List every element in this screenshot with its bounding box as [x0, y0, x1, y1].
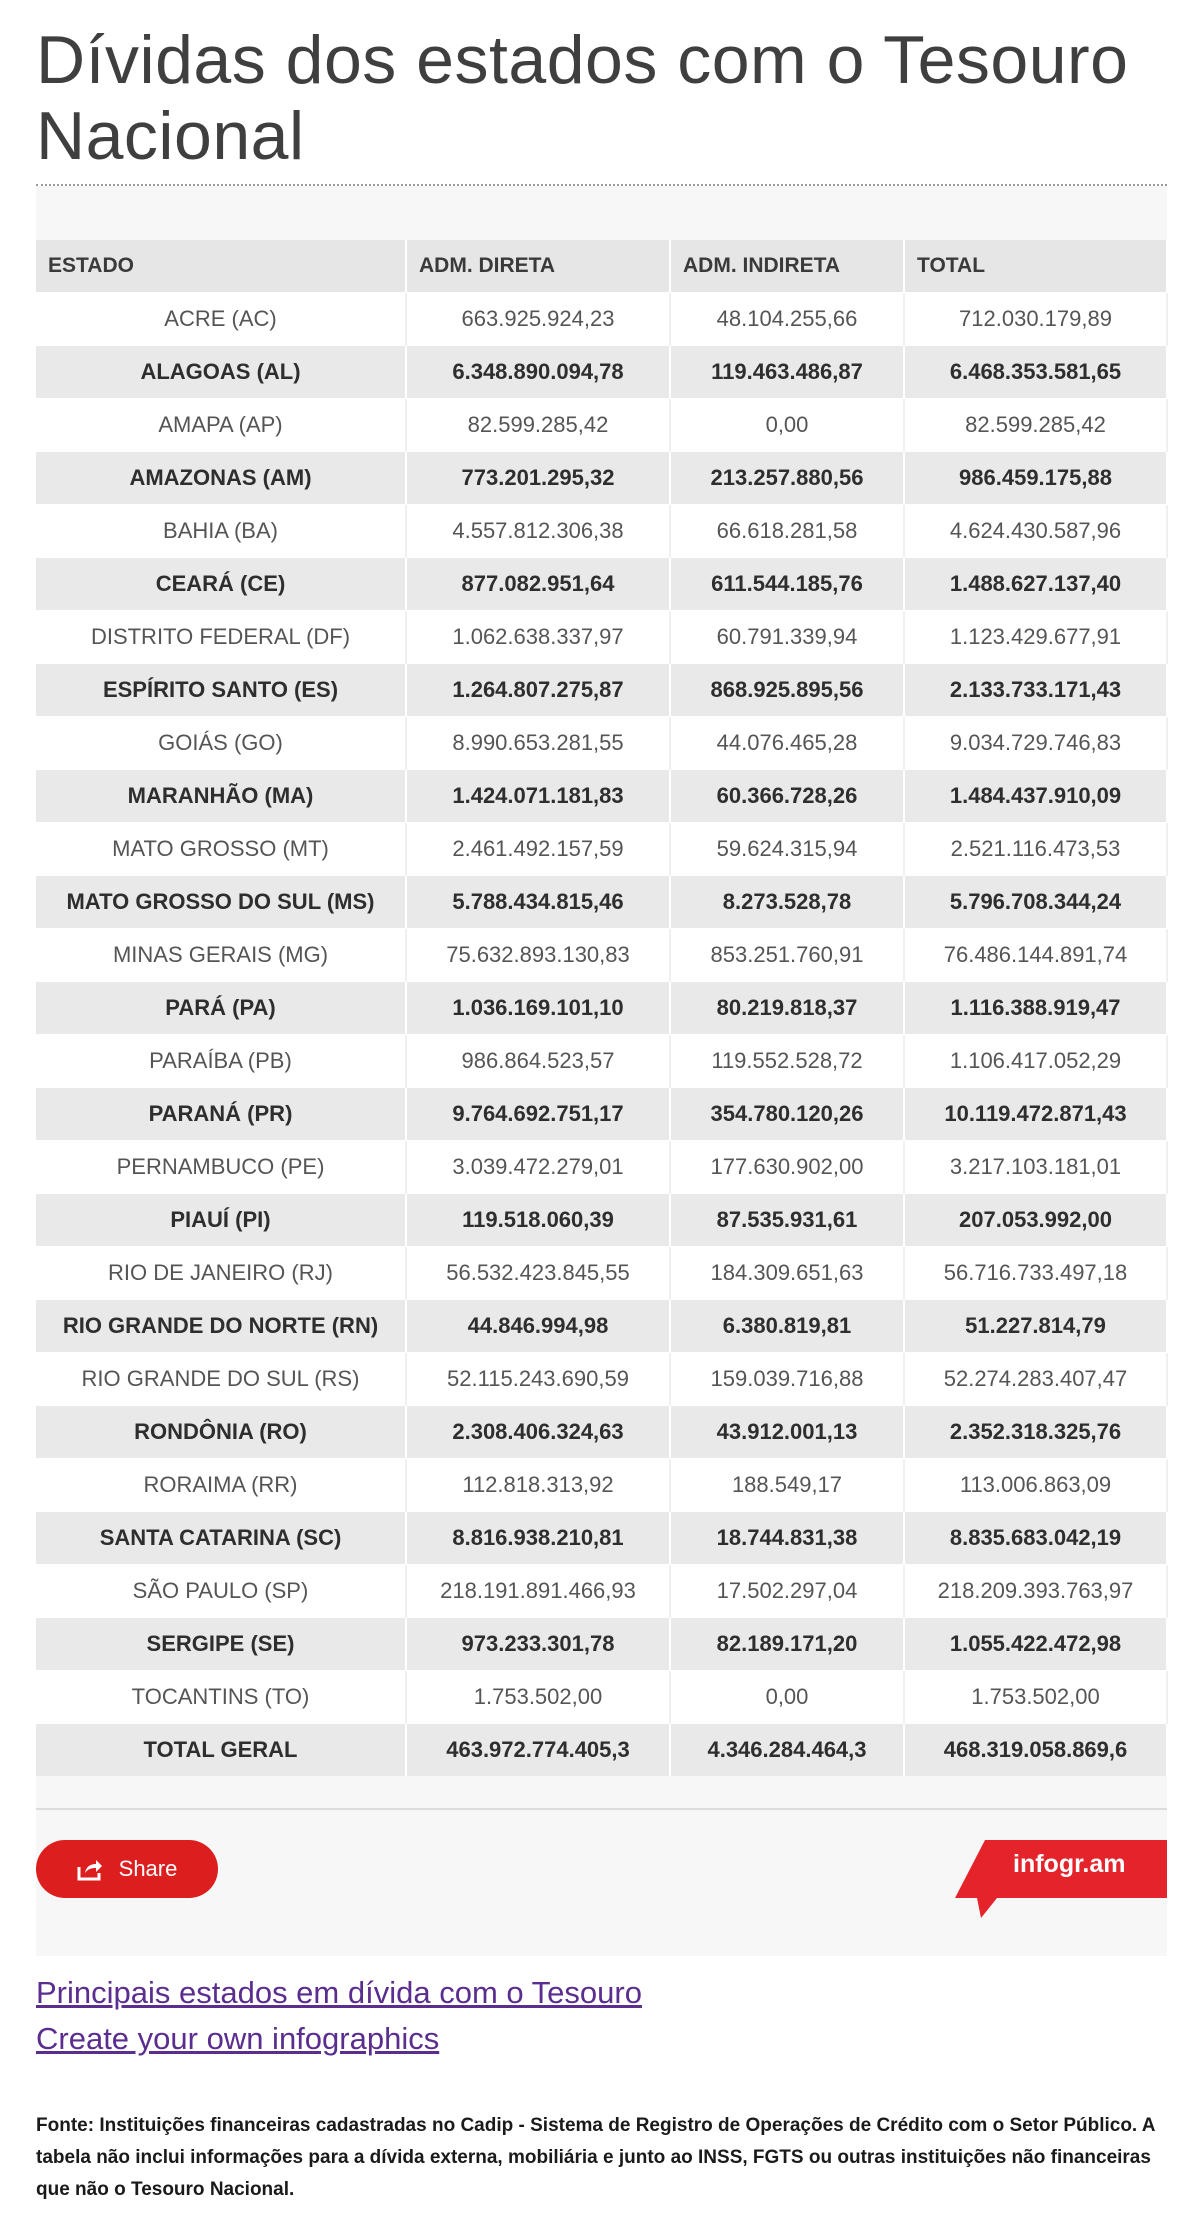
cell-total: 1.116.388.919,47 — [904, 982, 1167, 1035]
cell-total: 8.835.683.042,19 — [904, 1512, 1167, 1565]
cell-adm-direta: 5.788.434.815,46 — [406, 876, 670, 929]
cell-adm-indireta: 4.346.284.464,3 — [670, 1724, 904, 1777]
table-row — [36, 876, 1167, 929]
cell-adm-indireta: 0,00 — [670, 1671, 904, 1724]
table-row — [36, 1088, 1167, 1141]
cell-adm-direta: 2.308.406.324,63 — [406, 1406, 670, 1459]
cell-adm-direta: 75.632.893.130,83 — [406, 929, 670, 982]
cell-estado: GOIÁS (GO) — [36, 717, 406, 770]
cell-adm-indireta: 60.366.728,26 — [670, 770, 904, 823]
cell-adm-indireta: 0,00 — [670, 399, 904, 452]
table-row — [36, 1194, 1167, 1247]
cell-adm-direta: 56.532.423.845,55 — [406, 1247, 670, 1300]
share-icon — [77, 1857, 103, 1881]
table-row — [36, 1618, 1167, 1671]
cell-adm-indireta: 18.744.831,38 — [670, 1512, 904, 1565]
debt-table — [36, 240, 1168, 1776]
cell-adm-indireta: 17.502.297,04 — [670, 1565, 904, 1618]
cell-adm-direta: 986.864.523,57 — [406, 1035, 670, 1088]
cell-adm-indireta: 354.780.120,26 — [670, 1088, 904, 1141]
cell-adm-indireta: 87.535.931,61 — [670, 1194, 904, 1247]
page-title: Dívidas dos estados com o Tesouro Nacional — [36, 22, 1129, 174]
header-adm-direta[interactable]: ADM. DIRETA — [406, 240, 670, 293]
table-row — [36, 1565, 1167, 1618]
cell-total: 2.521.116.473,53 — [904, 823, 1167, 876]
cell-adm-direta: 82.599.285,42 — [406, 399, 670, 452]
cell-adm-indireta: 48.104.255,66 — [670, 293, 904, 346]
cell-total: 52.274.283.407,47 — [904, 1353, 1167, 1406]
cell-adm-direta: 4.557.812.306,38 — [406, 505, 670, 558]
table-row — [36, 399, 1167, 452]
table-row — [36, 1724, 1167, 1777]
cell-total: 9.034.729.746,83 — [904, 717, 1167, 770]
cell-estado: MINAS GERAIS (MG) — [36, 929, 406, 982]
cell-total: 2.352.318.325,76 — [904, 1406, 1167, 1459]
table-row — [36, 293, 1167, 346]
table-row — [36, 558, 1167, 611]
cell-estado: RIO GRANDE DO NORTE (RN) — [36, 1300, 406, 1353]
table-row — [36, 1512, 1167, 1565]
cell-estado: ESPÍRITO SANTO (ES) — [36, 664, 406, 717]
table-row — [36, 664, 1167, 717]
cell-total: 986.459.175,88 — [904, 452, 1167, 505]
cell-total: 82.599.285,42 — [904, 399, 1167, 452]
cell-total: 712.030.179,89 — [904, 293, 1167, 346]
table-header-row — [36, 240, 1167, 293]
cell-estado: MATO GROSSO DO SUL (MS) — [36, 876, 406, 929]
cell-total: 5.796.708.344,24 — [904, 876, 1167, 929]
cell-total: 3.217.103.181,01 — [904, 1141, 1167, 1194]
table-row — [36, 452, 1167, 505]
cell-adm-indireta: 119.552.528,72 — [670, 1035, 904, 1088]
cell-adm-indireta: 6.380.819,81 — [670, 1300, 904, 1353]
cell-adm-indireta: 8.273.528,78 — [670, 876, 904, 929]
cell-adm-direta: 463.972.774.405,3 — [406, 1724, 670, 1777]
cell-total: 6.468.353.581,65 — [904, 346, 1167, 399]
table-body — [36, 293, 1167, 1777]
cell-total: 76.486.144.891,74 — [904, 929, 1167, 982]
share-label: Share — [118, 1856, 178, 1881]
infographic-frame — [36, 18, 1167, 1956]
cell-estado: SÃO PAULO (SP) — [36, 1565, 406, 1618]
cell-total: 2.133.733.171,43 — [904, 664, 1167, 717]
cell-total: 218.209.393.763,97 — [904, 1565, 1167, 1618]
cell-total: 4.624.430.587,96 — [904, 505, 1167, 558]
cell-adm-direta: 773.201.295,32 — [406, 452, 670, 505]
table-row — [36, 717, 1167, 770]
cell-total: 1.484.437.910,09 — [904, 770, 1167, 823]
cell-adm-indireta: 184.309.651,63 — [670, 1247, 904, 1300]
cell-total: 1.753.502,00 — [904, 1671, 1167, 1724]
cell-estado: RIO GRANDE DO SUL (RS) — [36, 1353, 406, 1406]
header-total[interactable]: TOTAL — [904, 240, 1167, 293]
table-row — [36, 611, 1167, 664]
cell-estado: RIO DE JANEIRO (RJ) — [36, 1247, 406, 1300]
cell-estado: PARÁ (PA) — [36, 982, 406, 1035]
cell-estado: CEARÁ (CE) — [36, 558, 406, 611]
cell-adm-indireta: 159.039.716,88 — [670, 1353, 904, 1406]
cell-estado: PERNAMBUCO (PE) — [36, 1141, 406, 1194]
cell-adm-direta: 1.424.071.181,83 — [406, 770, 670, 823]
cell-adm-indireta: 188.549,17 — [670, 1459, 904, 1512]
table-row — [36, 1459, 1167, 1512]
cell-estado: RONDÔNIA (RO) — [36, 1406, 406, 1459]
cell-estado: ALAGOAS (AL) — [36, 346, 406, 399]
cell-estado: SERGIPE (SE) — [36, 1618, 406, 1671]
table-row — [36, 1353, 1167, 1406]
infogram-logo[interactable] — [955, 1840, 1167, 1918]
cell-estado: DISTRITO FEDERAL (DF) — [36, 611, 406, 664]
cell-adm-indireta: 868.925.895,56 — [670, 664, 904, 717]
cell-adm-direta: 1.753.502,00 — [406, 1671, 670, 1724]
link-create-infographics[interactable]: Create your own infographics — [36, 2021, 440, 2056]
cell-estado: ACRE (AC) — [36, 293, 406, 346]
table-card — [36, 186, 1167, 1956]
table-row — [36, 1141, 1167, 1194]
cell-adm-direta: 1.036.169.101,10 — [406, 982, 670, 1035]
cell-total: 1.123.429.677,91 — [904, 611, 1167, 664]
cell-estado: AMAZONAS (AM) — [36, 452, 406, 505]
table-row — [36, 1247, 1167, 1300]
cell-estado: PIAUÍ (PI) — [36, 1194, 406, 1247]
cell-adm-direta: 44.846.994,98 — [406, 1300, 670, 1353]
cell-adm-direta: 52.115.243.690,59 — [406, 1353, 670, 1406]
cell-estado: PARAÍBA (PB) — [36, 1035, 406, 1088]
infographic-footer — [36, 1810, 1167, 1956]
cell-adm-direta: 218.191.891.466,93 — [406, 1565, 670, 1618]
cell-estado: MARANHÃO (MA) — [36, 770, 406, 823]
cell-adm-indireta: 177.630.902,00 — [670, 1141, 904, 1194]
table-row — [36, 823, 1167, 876]
table-row — [36, 1035, 1167, 1088]
cell-adm-direta: 6.348.890.094,78 — [406, 346, 670, 399]
cell-adm-direta: 3.039.472.279,01 — [406, 1141, 670, 1194]
cell-estado: AMAPA (AP) — [36, 399, 406, 452]
cell-total: 468.319.058.869,6 — [904, 1724, 1167, 1777]
cell-adm-indireta: 119.463.486,87 — [670, 346, 904, 399]
infogram-logo-text: infogr.am — [1013, 1850, 1126, 1878]
cell-total: 56.716.733.497,18 — [904, 1247, 1167, 1300]
cell-adm-direta: 8.816.938.210,81 — [406, 1512, 670, 1565]
cell-adm-indireta: 853.251.760,91 — [670, 929, 904, 982]
cell-adm-direta: 8.990.653.281,55 — [406, 717, 670, 770]
cell-adm-indireta: 80.219.818,37 — [670, 982, 904, 1035]
cell-adm-indireta: 43.912.001,13 — [670, 1406, 904, 1459]
cell-estado: MATO GROSSO (MT) — [36, 823, 406, 876]
table-row — [36, 929, 1167, 982]
cell-adm-direta: 877.082.951,64 — [406, 558, 670, 611]
title-box — [36, 18, 1167, 186]
cell-adm-direta: 112.818.313,92 — [406, 1459, 670, 1512]
cell-adm-direta: 2.461.492.157,59 — [406, 823, 670, 876]
cell-adm-direta: 1.062.638.337,97 — [406, 611, 670, 664]
table-row — [36, 1300, 1167, 1353]
cell-adm-direta: 973.233.301,78 — [406, 1618, 670, 1671]
table-row — [36, 770, 1167, 823]
cell-total: 113.006.863,09 — [904, 1459, 1167, 1512]
links-list — [36, 1970, 642, 2062]
cell-adm-direta: 1.264.807.275,87 — [406, 664, 670, 717]
cell-estado: TOCANTINS (TO) — [36, 1671, 406, 1724]
cell-adm-indireta: 82.189.171,20 — [670, 1618, 904, 1671]
cell-total: 1.106.417.052,29 — [904, 1035, 1167, 1088]
cell-adm-direta: 119.518.060,39 — [406, 1194, 670, 1247]
cell-adm-direta: 663.925.924,23 — [406, 293, 670, 346]
cell-estado: SANTA CATARINA (SC) — [36, 1512, 406, 1565]
cell-total: 1.488.627.137,40 — [904, 558, 1167, 611]
cell-total: 207.053.992,00 — [904, 1194, 1167, 1247]
table-row — [36, 346, 1167, 399]
cell-adm-indireta: 59.624.315,94 — [670, 823, 904, 876]
cell-adm-indireta: 60.791.339,94 — [670, 611, 904, 664]
cell-total: 10.119.472.871,43 — [904, 1088, 1167, 1141]
cell-adm-indireta: 213.257.880,56 — [670, 452, 904, 505]
cell-adm-direta: 9.764.692.751,17 — [406, 1088, 670, 1141]
cell-total: 1.055.422.472,98 — [904, 1618, 1167, 1671]
header-estado[interactable]: ESTADO — [36, 240, 406, 293]
header-adm-indireta[interactable]: ADM. INDIRETA — [670, 240, 904, 293]
cell-estado: BAHIA (BA) — [36, 505, 406, 558]
link-principais-estados[interactable]: Principais estados em dívida com o Tesouro — [36, 1975, 642, 2010]
table-row — [36, 505, 1167, 558]
cell-estado: RORAIMA (RR) — [36, 1459, 406, 1512]
table-row — [36, 1406, 1167, 1459]
cell-total: 51.227.814,79 — [904, 1300, 1167, 1353]
cell-adm-indireta: 44.076.465,28 — [670, 717, 904, 770]
cell-estado: TOTAL GERAL — [36, 1724, 406, 1777]
cell-adm-indireta: 66.618.281,58 — [670, 505, 904, 558]
cell-estado: PARANÁ (PR) — [36, 1088, 406, 1141]
table-row — [36, 982, 1167, 1035]
share-button[interactable] — [36, 1840, 218, 1898]
source-note: Fonte: Instituições financeiras cadastradas no Cadip - Sistema de Registro de Operações de Crédito com o Setor Público. A tabela não inclui informações para a dívida externa, mobiliária e junto ao INSS, FGTS ou outras instituições não financeiras que não o Tesouro Nacional. — [36, 2115, 1155, 2200]
table-row — [36, 1671, 1167, 1724]
cell-adm-indireta: 611.544.185,76 — [670, 558, 904, 611]
